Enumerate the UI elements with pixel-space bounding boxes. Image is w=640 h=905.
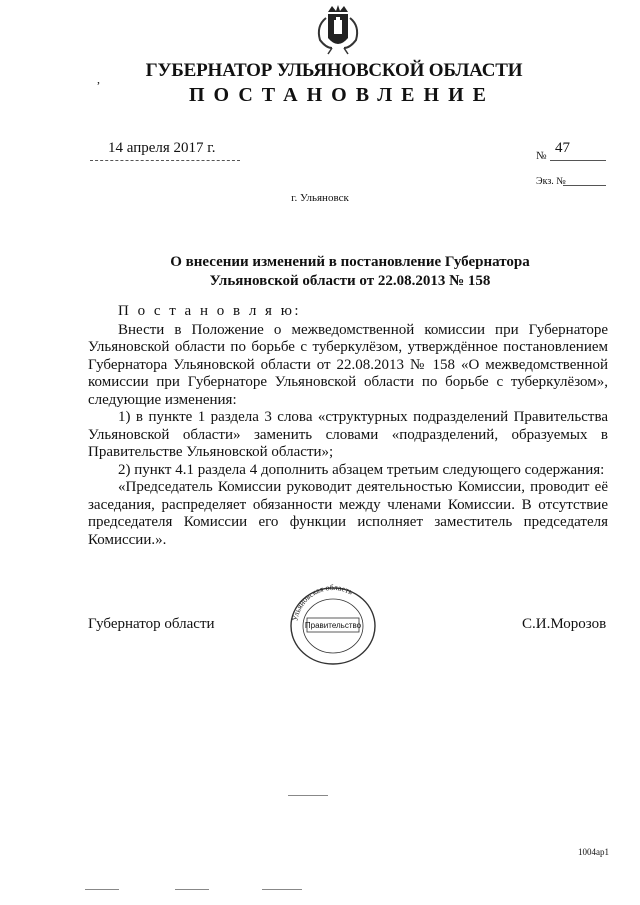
document-date: 14 апреля 2017 г. — [108, 140, 216, 156]
official-seal — [283, 582, 383, 667]
paragraph-1: Внести в Положение о межведомственной комиссии при Губернаторе Ульяновской области по борьбе с туберкулёзом, утверждённое постановлением Губернатора Ульяновской области от 22.08.2013 № 158 «О межведомственной комиссии при Губернаторе Ульяновской области по борьбе с туберкулёзом», следующие изменения: — [88, 321, 608, 408]
copy-underline — [563, 185, 606, 186]
scan-dash — [85, 889, 119, 890]
seal-center-text: Правительство — [304, 621, 362, 630]
coat-of-arms-emblem — [314, 4, 362, 56]
seal-ring-text: Ульяновская область — [290, 582, 355, 622]
heading-line-1: О внесении изменений в постановление Губернатора — [170, 254, 530, 270]
scan-dash — [175, 889, 209, 890]
copy-number-label: Экз. № — [536, 176, 566, 187]
org-title: ГУБЕРНАТОР УЛЬЯНОВСКОЙ ОБЛАСТИ — [145, 60, 523, 81]
signatory-name: С.И.Морозов — [522, 616, 607, 632]
doc-type-title: ПОСТАНОВЛЕНИЕ — [189, 84, 495, 106]
number-underline — [550, 160, 606, 161]
scan-dash — [262, 889, 302, 890]
document-body — [88, 303, 608, 549]
decree-word: П о с т а н о в л я ю: — [118, 303, 302, 319]
document-heading — [140, 253, 560, 291]
paragraph-3: 2) пункт 4.1 раздела 4 дополнить абзацем третьим следующего содержания: — [118, 461, 605, 478]
document-number: 47 — [555, 140, 570, 156]
paragraph-2: 1) в пункте 1 раздела 3 слова «структурных подразделений Правительства Ульяновской области» заменить словами «подразделений, образуемых в Правительстве Ульяновской области»; — [88, 409, 608, 460]
number-sign: № — [536, 150, 547, 162]
scan-mark: , — [97, 72, 100, 86]
heading-line-2: Ульяновской области от 22.08.2013 № 158 — [209, 273, 491, 289]
date-underline — [90, 160, 240, 161]
city: г. Ульяновск — [291, 192, 349, 204]
scan-dash — [288, 795, 328, 796]
footer-code: 1004ap1 — [578, 847, 609, 857]
svg-text:Ульяновская область — [290, 583, 354, 622]
paragraph-4: «Председатель Комиссии руководит деятельностью Комиссии, проводит её заседания, распределяет обязанности между членами Комиссии. В отсутствие председателя Комиссии его функции исполняет заместитель председателя Комиссии.». — [88, 479, 608, 548]
signatory-position: Губернатор области — [88, 616, 215, 632]
